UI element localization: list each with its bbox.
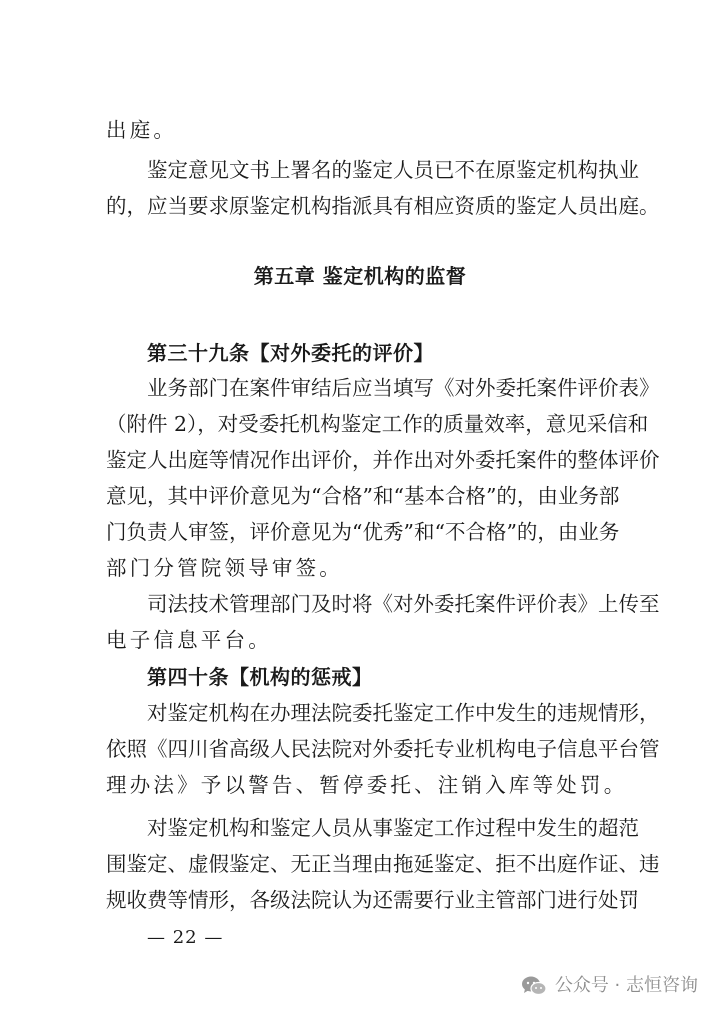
- paragraph-line: 司法技术管理部门及时将《对外委托案件评价表》上传至: [147, 592, 660, 616]
- paragraph-line: 部门分管院领导审签。: [106, 556, 343, 580]
- paragraph-line: 的，应当要求原鉴定机构指派具有相应资质的鉴定人员出庭。: [106, 194, 660, 218]
- article-heading: 第三十九条【对外委托的评价】: [147, 341, 434, 365]
- chapter-title: 第五章 鉴定机构的监督: [253, 264, 467, 288]
- paragraph-line: 围鉴定、虚假鉴定、无正当理由拖延鉴定、拒不出庭作证、违: [106, 852, 660, 876]
- paragraph-line: 门负责人审签，评价意见为“优秀”和“不合格”的，由业务: [106, 520, 620, 544]
- paragraph-line: 业务部门在案件审结后应当填写《对外委托案件评价表》: [147, 376, 660, 400]
- article-heading: 第四十条【机构的惩戒】: [147, 665, 373, 689]
- paragraph-line: （附件 2），对受委托机构鉴定工作的质量效率，意见采信和: [106, 412, 649, 436]
- watermark-text: 公众号 · 志恒咨询: [554, 975, 698, 996]
- paragraph-line: 对鉴定机构和鉴定人员从事鉴定工作过程中发生的超范: [147, 816, 639, 840]
- paragraph-line: 对鉴定机构在办理法院委托鉴定工作中发生的违规情形，: [147, 701, 660, 725]
- carryover-text: 出庭。: [106, 118, 178, 142]
- paragraph-line: 规收费等情形，各级法院认为还需要行业主管部门进行处罚: [106, 888, 639, 912]
- paragraph-line: 电子信息平台。: [106, 628, 272, 652]
- page-number: — 22 —: [147, 927, 224, 948]
- paragraph-line: 鉴定意见文书上署名的鉴定人员已不在原鉴定机构执业: [147, 158, 639, 182]
- paragraph-line: 依照《四川省高级人民法院对外委托专业机构电子信息平台管: [106, 737, 660, 761]
- paragraph-line: 鉴定人出庭等情况作出评价，并作出对外委托案件的整体评价: [106, 448, 660, 472]
- wechat-icon: [521, 975, 547, 997]
- paragraph-line: 理办法》予以警告、暂停委托、注销入库等处罚。: [106, 773, 628, 797]
- paragraph-line: 意见，其中评价意见为“合格”和“基本合格”的，由业务部: [106, 484, 620, 508]
- watermark: [521, 974, 698, 998]
